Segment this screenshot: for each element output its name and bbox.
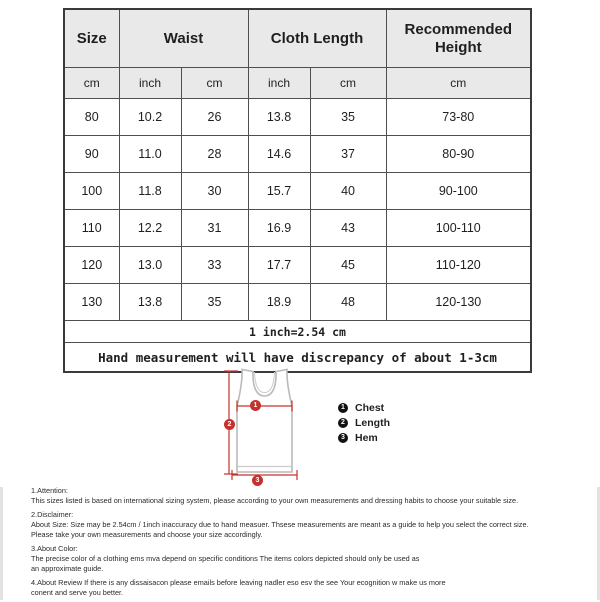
table-cell: 33	[181, 247, 248, 284]
table-unit-row	[64, 68, 531, 99]
table-cell: 13.8	[119, 284, 181, 321]
note-line: 3.About Color:	[31, 544, 78, 553]
note-line: 4.About Review If there is any dissaisacon please emails before leaving nadler eso esv the see Your ecognition w make us more	[31, 578, 446, 587]
header-cell-waist: Waist	[119, 9, 248, 68]
table-cell: 90-100	[386, 173, 531, 210]
table-cell: 110-120	[386, 247, 531, 284]
note-line: About Size: Size may be 2.54cm / 1inch inaccuracy due to hand measuer. Thsese measurements are meant as a guide to help you select the correct size.	[31, 520, 529, 529]
table-cell: 11.8	[119, 173, 181, 210]
table-cell: 13.0	[119, 247, 181, 284]
notes-section-about-color	[31, 544, 591, 574]
table-header-row	[64, 9, 531, 68]
page-edge-left-strip	[0, 487, 3, 600]
chest-marker-icon: 1	[250, 400, 261, 411]
unit-cell: cm	[64, 68, 119, 99]
unit-cell: inch	[248, 68, 310, 99]
header-cell-cloth-length: Cloth Length	[248, 9, 386, 68]
table-cell: 31	[181, 210, 248, 247]
table-cell: 130	[64, 284, 119, 321]
table-cell: 17.7	[248, 247, 310, 284]
table-cell: 11.0	[119, 136, 181, 173]
table-cell: 14.6	[248, 136, 310, 173]
notes-section-disclaimer	[31, 510, 591, 540]
table-cell: 12.2	[119, 210, 181, 247]
length-marker-icon: 2	[224, 419, 235, 430]
table-cell: 13.8	[248, 99, 310, 136]
notes-section-about-review	[31, 578, 591, 598]
table-cell: 120-130	[386, 284, 531, 321]
table-cell: 80	[64, 99, 119, 136]
table-cell: 35	[310, 99, 386, 136]
note-line: This sizes listed is based on international sizing system, please according to your own measurements and dressing habits to choose your suitable size.	[31, 496, 519, 505]
table-cell: 28	[181, 136, 248, 173]
measurement-discrepancy-text: Hand measurement will have discrepancy of about 1-3cm	[64, 343, 531, 373]
table-row	[64, 284, 531, 321]
hem-marker-icon: 3	[252, 475, 263, 486]
inch-conversion-text: 1 inch=2.54 cm	[64, 321, 531, 343]
size-chart-table	[63, 8, 532, 373]
table-cell: 10.2	[119, 99, 181, 136]
table-row	[64, 99, 531, 136]
table-cell: 100	[64, 173, 119, 210]
unit-cell: cm	[386, 68, 531, 99]
unit-cell: cm	[181, 68, 248, 99]
chest-legend-icon: 1	[338, 403, 348, 413]
note-line: an approximate guide.	[31, 564, 104, 573]
table-cell: 30	[181, 173, 248, 210]
legend-label: Length	[355, 416, 390, 429]
vest-outline	[237, 370, 292, 473]
legend-label: Hem	[355, 431, 378, 444]
header-cell-recommended-height: Recommended Height	[386, 9, 531, 68]
table-cell: 26	[181, 99, 248, 136]
table-cell: 40	[310, 173, 386, 210]
table-cell: 45	[310, 247, 386, 284]
table-cell: 15.7	[248, 173, 310, 210]
table-row	[64, 210, 531, 247]
note-line: 2.Disclaimer:	[31, 510, 74, 519]
unit-cell: cm	[310, 68, 386, 99]
table-cell: 73-80	[386, 99, 531, 136]
table-cell: 100-110	[386, 210, 531, 247]
table-cell: 110	[64, 210, 119, 247]
note-line: Please take your own measurements and choose your size accordingly.	[31, 530, 263, 539]
legend-label: Chest	[355, 401, 385, 414]
table-cell: 90	[64, 136, 119, 173]
note-row-inch-conversion	[64, 321, 531, 343]
unit-cell: inch	[119, 68, 181, 99]
table-cell: 80-90	[386, 136, 531, 173]
table-cell: 48	[310, 284, 386, 321]
table-cell: 37	[310, 136, 386, 173]
note-line: The precise color of a clothing ems mva depend on specific conditions The items colors depicted should only be used as	[31, 554, 420, 563]
legend-item-chest	[338, 400, 390, 415]
legend-item-hem	[338, 430, 390, 445]
vest-neckband	[255, 372, 275, 393]
hem-legend-icon: 3	[338, 433, 348, 443]
note-line: 1.Attention:	[31, 486, 68, 495]
table-row	[64, 173, 531, 210]
note-line: conent and serve you better.	[31, 588, 124, 597]
diagram-legend	[338, 400, 390, 445]
notes-section-attention	[31, 486, 591, 506]
header-cell-size: Size	[64, 9, 119, 68]
table-cell: 16.9	[248, 210, 310, 247]
table-row	[64, 136, 531, 173]
footer-notes	[31, 486, 591, 602]
legend-item-length	[338, 415, 390, 430]
table-cell: 43	[310, 210, 386, 247]
table-cell: 120	[64, 247, 119, 284]
table-cell: 18.9	[248, 284, 310, 321]
table-cell: 35	[181, 284, 248, 321]
table-row	[64, 247, 531, 284]
length-legend-icon: 2	[338, 418, 348, 428]
